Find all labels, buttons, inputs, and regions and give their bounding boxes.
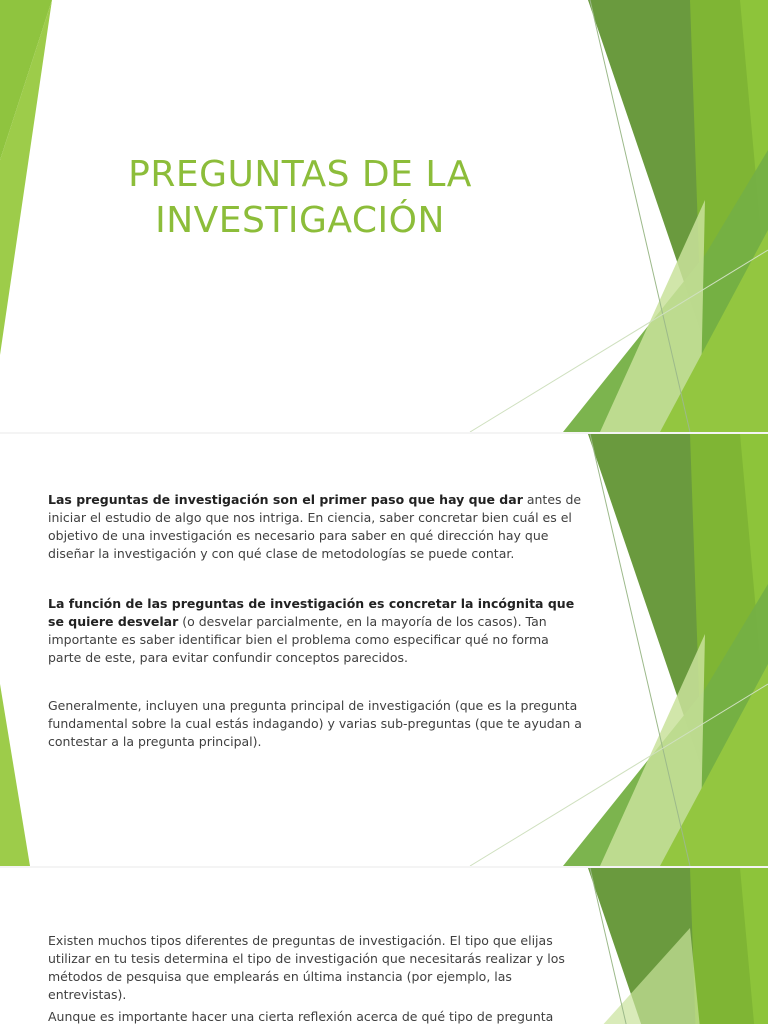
paragraph-2-text: (o desvelar parcialmente, en la mayoría de los casos). Tan importante es saber identificar bien el problema como especificar qué no forma parte de este, para evitar confundir conceptos parecidos. <box>48 614 549 665</box>
title-line-1: PREGUNTAS DE LA <box>128 154 472 195</box>
paragraph-2 <box>48 595 582 667</box>
paragraph-3: Generalmente, incluyen una pregunta principal de investigación (que es la pregunta fundamental sobre la cual estás indagando) y varias sub-preguntas (que te ayudan a contestar a la pregunta principal). <box>48 698 582 749</box>
paragraph-1-bold: Las preguntas de investigación son el primer paso que hay que dar <box>48 492 523 507</box>
paragraph-1: Existen muchos tipos diferentes de preguntas de investigación. El tipo que elijas utilizar en tu tesis determina el tipo de investigación que necesitarás realizar y los métodos de pesquisa que emplearás en última instancia (por ejemplo, las entrevistas). <box>48 933 565 1002</box>
title-slide <box>0 0 768 432</box>
paragraph-2: Aunque es importante hacer una cierta reflexión acerca de qué tipo de pregunta <box>48 1009 554 1024</box>
title-line-2: INVESTIGACIÓN <box>155 200 445 241</box>
content-slide <box>0 434 768 866</box>
paragraph-1-text: antes de iniciar el estudio de algo que nos intriga. En ciencia, saber concretar bien cuál es el objetivo de una investigación es necesario para saber en qué dirección hay que diseñar la investigación y con qué clase de metodologías se puede contar. <box>48 492 582 561</box>
content-slide-partial <box>0 868 768 1024</box>
slide-title <box>60 152 540 244</box>
paragraph-2-bold: La función de las preguntas de investigación es concretar la incógnita que se quiere desvelar <box>48 596 575 629</box>
paragraph-1 <box>48 491 582 563</box>
